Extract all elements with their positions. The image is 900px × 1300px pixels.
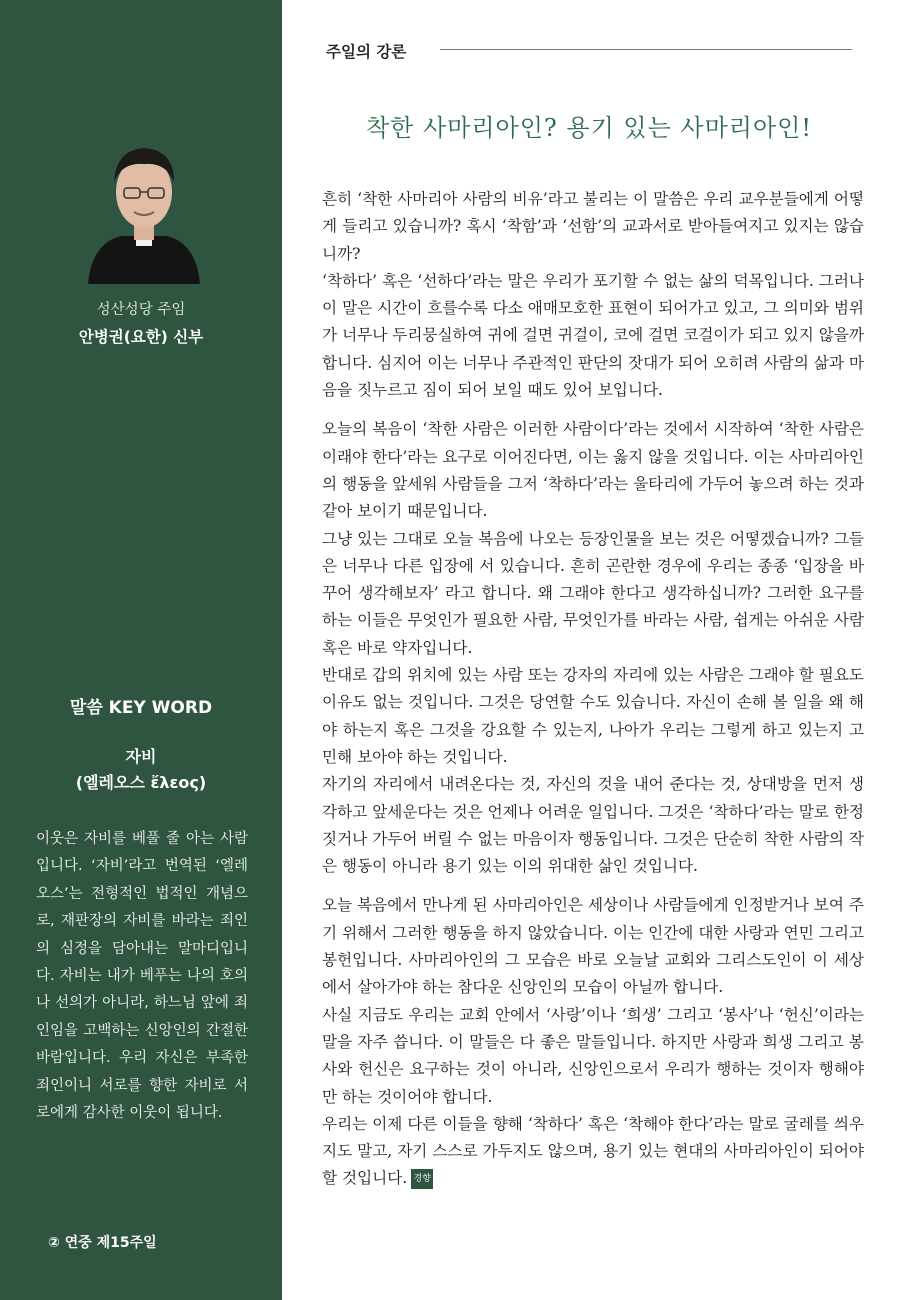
article-paragraph-text: 우리는 이제 다른 이들을 향해 ‘착하다’ 혹은 ‘착해야 한다’라는 말로 굴레를 씌우지도 말고, 자기 스스로 가두지도 않으며, 용기 있는 현대의 사마리아인이 되어야 할 것입니다. — [322, 1114, 864, 1188]
author-portrait — [82, 132, 206, 284]
author-role: 성산성당 주임 — [96, 302, 186, 318]
issue-footer: ② 연중 제15주일 — [48, 1235, 157, 1251]
article-paragraph: 그냥 있는 그대로 오늘 복음에 나오는 등장인물을 보는 것은 어떻겠습니까? 그들은 너무나 다른 입장에 서 있습니다. 흔히 곤란한 경우에 우리는 종종 ‘입장을 바꾸어 생각해보자’ 라고 합니다. 왜 그래야 한다고 생각하십니까? 그러한 요구를 하는 이들은 무엇인가 필요한 사람, 무엇인가를 바라는 사람, 쉽게는 아쉬운 사람 혹은 바로 약자입니다. — [322, 529, 864, 657]
keyword-term: 자비 — [125, 747, 157, 766]
article-paragraph: 오늘 복음에서 만나게 된 사마리아인은 세상이나 사람들에게 인정받거나 보여 주기 위해서 그러한 행동을 하지 않았습니다. 이는 인간에 대한 사랑과 연민 그리고 봉헌입니다. 사마리아인의 그 모습은 바로 오늘날 교회와 그리스도인이 이 세상에서 살아가야 하는 참다운 신앙인의 모습이 아닐까 합니다. — [322, 896, 864, 997]
article-body — [322, 186, 864, 1193]
section-label: 주일의 강론 — [326, 43, 407, 61]
article-paragraph-last — [322, 1111, 864, 1193]
section-divider — [440, 49, 852, 50]
article-paragraph: 사실 지금도 우리는 교회 안에서 ‘사랑’이나 ‘희생’ 그리고 ‘봉사’나 ‘헌신’이라는 말을 자주 씁니다. 이 말들은 다 좋은 말들입니다. 하지만 사랑과 희생 그리고 봉사와 헌신은 요구하는 것이 아니라, 신앙인으로서 우리가 행하는 것이자 행해야만 하는 것이어야 합니다. — [322, 1005, 864, 1106]
article-paragraph: 오늘의 복음이 ‘착한 사람은 이러한 사람이다’라는 것에서 시작하여 ‘착한 사람은 이래야 한다’라는 요구로 이어진다면, 이는 옳지 않을 것입니다. 이는 사마리아인의 행동을 앞세워 사람들을 그저 ‘착하다’라는 울타리에 가두어 놓으려 하는 것과 같아 보이기 때문입니다. — [322, 420, 864, 521]
keyword-description: 이웃은 자비를 베풀 줄 아는 사람입니다. ‘자비’라고 번역된 ‘엘레오스’는 전형적인 법적인 개념으로, 재판장의 자비를 바라는 죄인의 심정을 담아내는 말마디입니다. 자비는 내가 베푸는 나의 호의나 선의가 아니라, 하느님 앞에 죄인임을 고백하는 신앙인의 간절한 바람입니다. 우리 자신은 부족한 죄인이니 서로를 향한 자비로 서로에게 감사한 이웃이 됩니다. — [36, 831, 248, 1122]
article-headline: 착한 사마리아인? 용기 있는 사마리아인! — [366, 114, 812, 142]
keyword-heading: 말씀 KEY WORD — [69, 698, 213, 718]
end-mark-icon: 경향 — [411, 1169, 433, 1189]
article-paragraph: ‘착하다’ 혹은 ‘선하다’라는 말은 우리가 포기할 수 없는 삶의 덕목입니다. 그러나 이 말은 시간이 흐를수록 다소 애매모호한 표현이 되어가고 있고, 그 의미와 범위가 너무나 두리뭉실하여 귀에 걸면 귀걸이, 코에 걸면 코걸이가 되고 있지 않을까 합니다. 심지어 이는 너무나 주관적인 판단의 잣대가 되어 오히려 사람의 삶과 마음을 짓누르고 짐이 되어 보일 때도 있어 보입니다. — [322, 271, 864, 400]
author-name: 안병권(요한) 신부 — [78, 328, 204, 346]
article-paragraph: 반대로 갑의 위치에 있는 사람 또는 강자의 자리에 있는 사람은 그래야 할 필요도 이유도 없는 것입니다. 그것은 당연할 수도 있습니다. 자신이 손해 볼 일을 왜 해야 하는지 혹은 그것을 강요할 수 있는지, 나아가 우리는 그렇게 하고 있는지 고민해 보아야 하는 것입니다. — [322, 666, 864, 766]
keyword-term-greek: (엘레오스 ἔλεος) — [75, 773, 207, 792]
article-paragraph: 자기의 자리에서 내려온다는 것, 자신의 것을 내어 준다는 것, 상대방을 먼저 생각하고 앞세운다는 것은 언제나 어려운 일입니다. 그것은 ‘착하다’라는 말로 한정 짓거나 가두어 버릴 수 없는 마음이자 행동입니다. 그것은 단순히 착한 사람의 작은 행동이 아니라 용기 있는 이의 위대한 삶인 것입니다. — [322, 775, 864, 876]
sidebar — [0, 0, 282, 1300]
article-paragraph: 흔히 ‘착한 사마리아 사람의 비유’라고 불리는 이 말씀은 우리 교우분들에게 어떻게 들리고 있습니까? 혹시 ‘착함’과 ‘선함’의 교과서로 받아들여지고 있지는 않습니까? — [322, 190, 864, 263]
